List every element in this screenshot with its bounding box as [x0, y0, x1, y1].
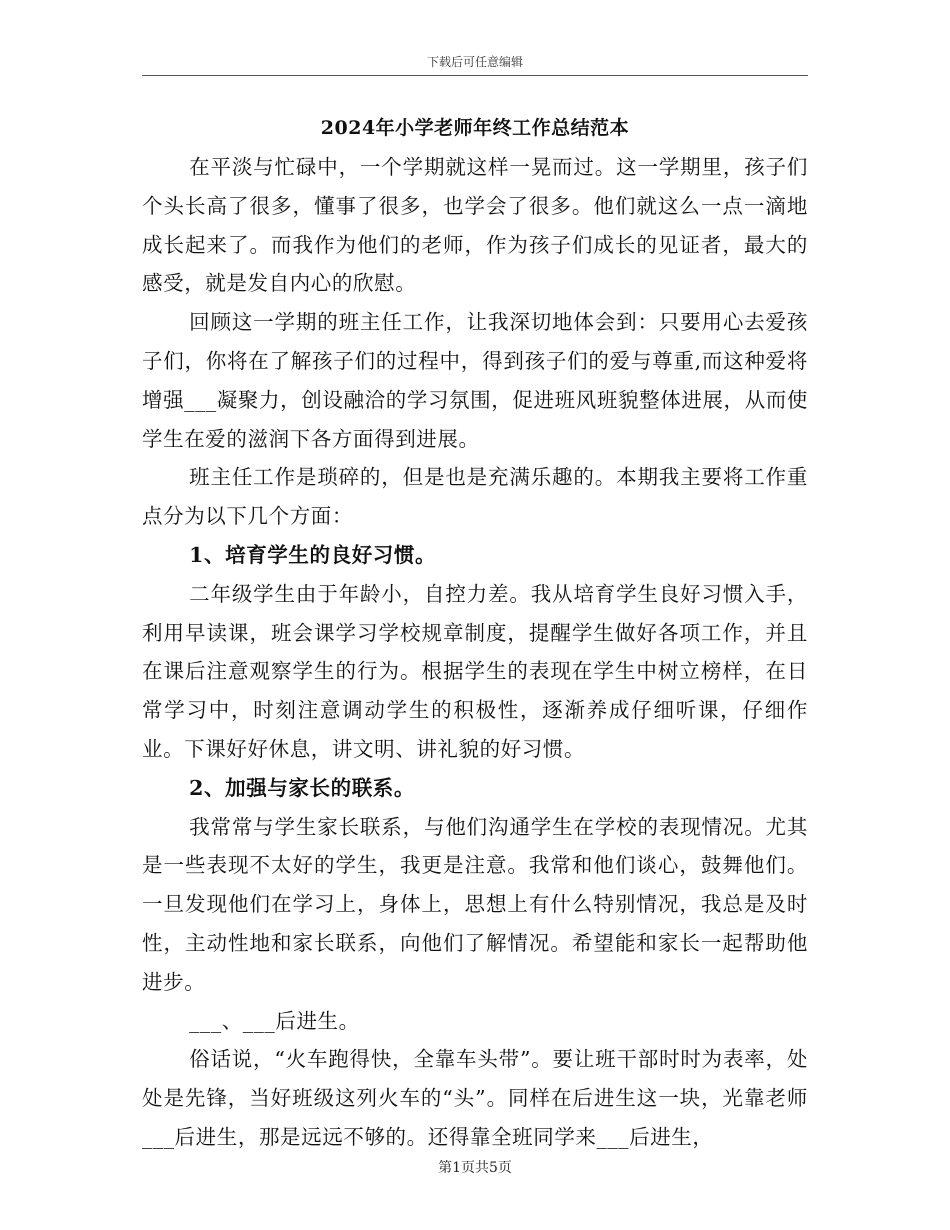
document-body — [142, 148, 808, 1157]
paragraph-students: 俗话说，“火车跑得快，全靠车头带”。要让班干部时时为表率，处处是先锋，当好班级这列火车的“头”。同样在后进生这一块，光靠老师___后进生，那是远远不够的。还得靠全班同学来___后进生， — [142, 1047, 808, 1149]
page-number: 第1页共5页 — [438, 1160, 512, 1176]
document-title: 2024年小学老师年终工作总结范本 — [320, 117, 630, 139]
paragraph-review: 回顾这一学期的班主任工作，让我深切地体会到：只要用心去爱孩子们，你将在了解孩子们的过程中，得到孩子们的爱与尊重,而这种爱将增强___凝聚力，创设融洽的学习氛围，促进班风班貌整体进展，从而使学生在爱的滋润下各方面得到进展。 — [142, 310, 808, 451]
header-note: 下载后可任意编辑 — [426, 55, 523, 69]
header-divider — [142, 75, 808, 76]
paragraph-habits: 二年级学生由于年龄小，自控力差。我从培育学生良好习惯入手，利用早读课，班会课学习学校规章制度，提醒学生做好各项工作，并且在课后注意观察学生的行为。根据学生的表现在学生中树立榜样，在日常学习中，时刻注意调动学生的积极性，逐渐养成仔细听课，仔细作业。下课好好休息，讲文明、讲礼貌的好习惯。 — [142, 581, 808, 761]
paragraph-intro: 在平淡与忙碌中，一个学期就这样一晃而过。这一学期里，孩子们个头长高了很多，懂事了很多，也学会了很多。他们就这么一点一滴地成长起来了。而我作为他们的老师，作为孩子们成长的见证者，最大的感受，就是发自内心的欣慰。 — [142, 155, 808, 296]
paragraph-focus: 班主任工作是琐碎的，但是也是充满乐趣的。本期我主要将工作重点分为以下几个方面： — [142, 465, 808, 529]
section-heading-parents: 2、加强与家长的联系。 — [189, 775, 416, 800]
paragraph-parents: 我常常与学生家长联系，与他们沟通学生在学校的表现情况。尤其是一些表现不太好的学生，我更是注意。我常和他们谈心，鼓舞他们。一旦发现他们在学习上，身体上，思想上有什么特别情况，我总是及时性，主动性地和家长联系，向他们了解情况。希望能和家长一起帮助他进步。 — [142, 814, 808, 994]
section-heading-students: ___、___后进生。 — [189, 1008, 360, 1033]
section-heading-habits: 1、培育学生的良好习惯。 — [189, 542, 437, 567]
